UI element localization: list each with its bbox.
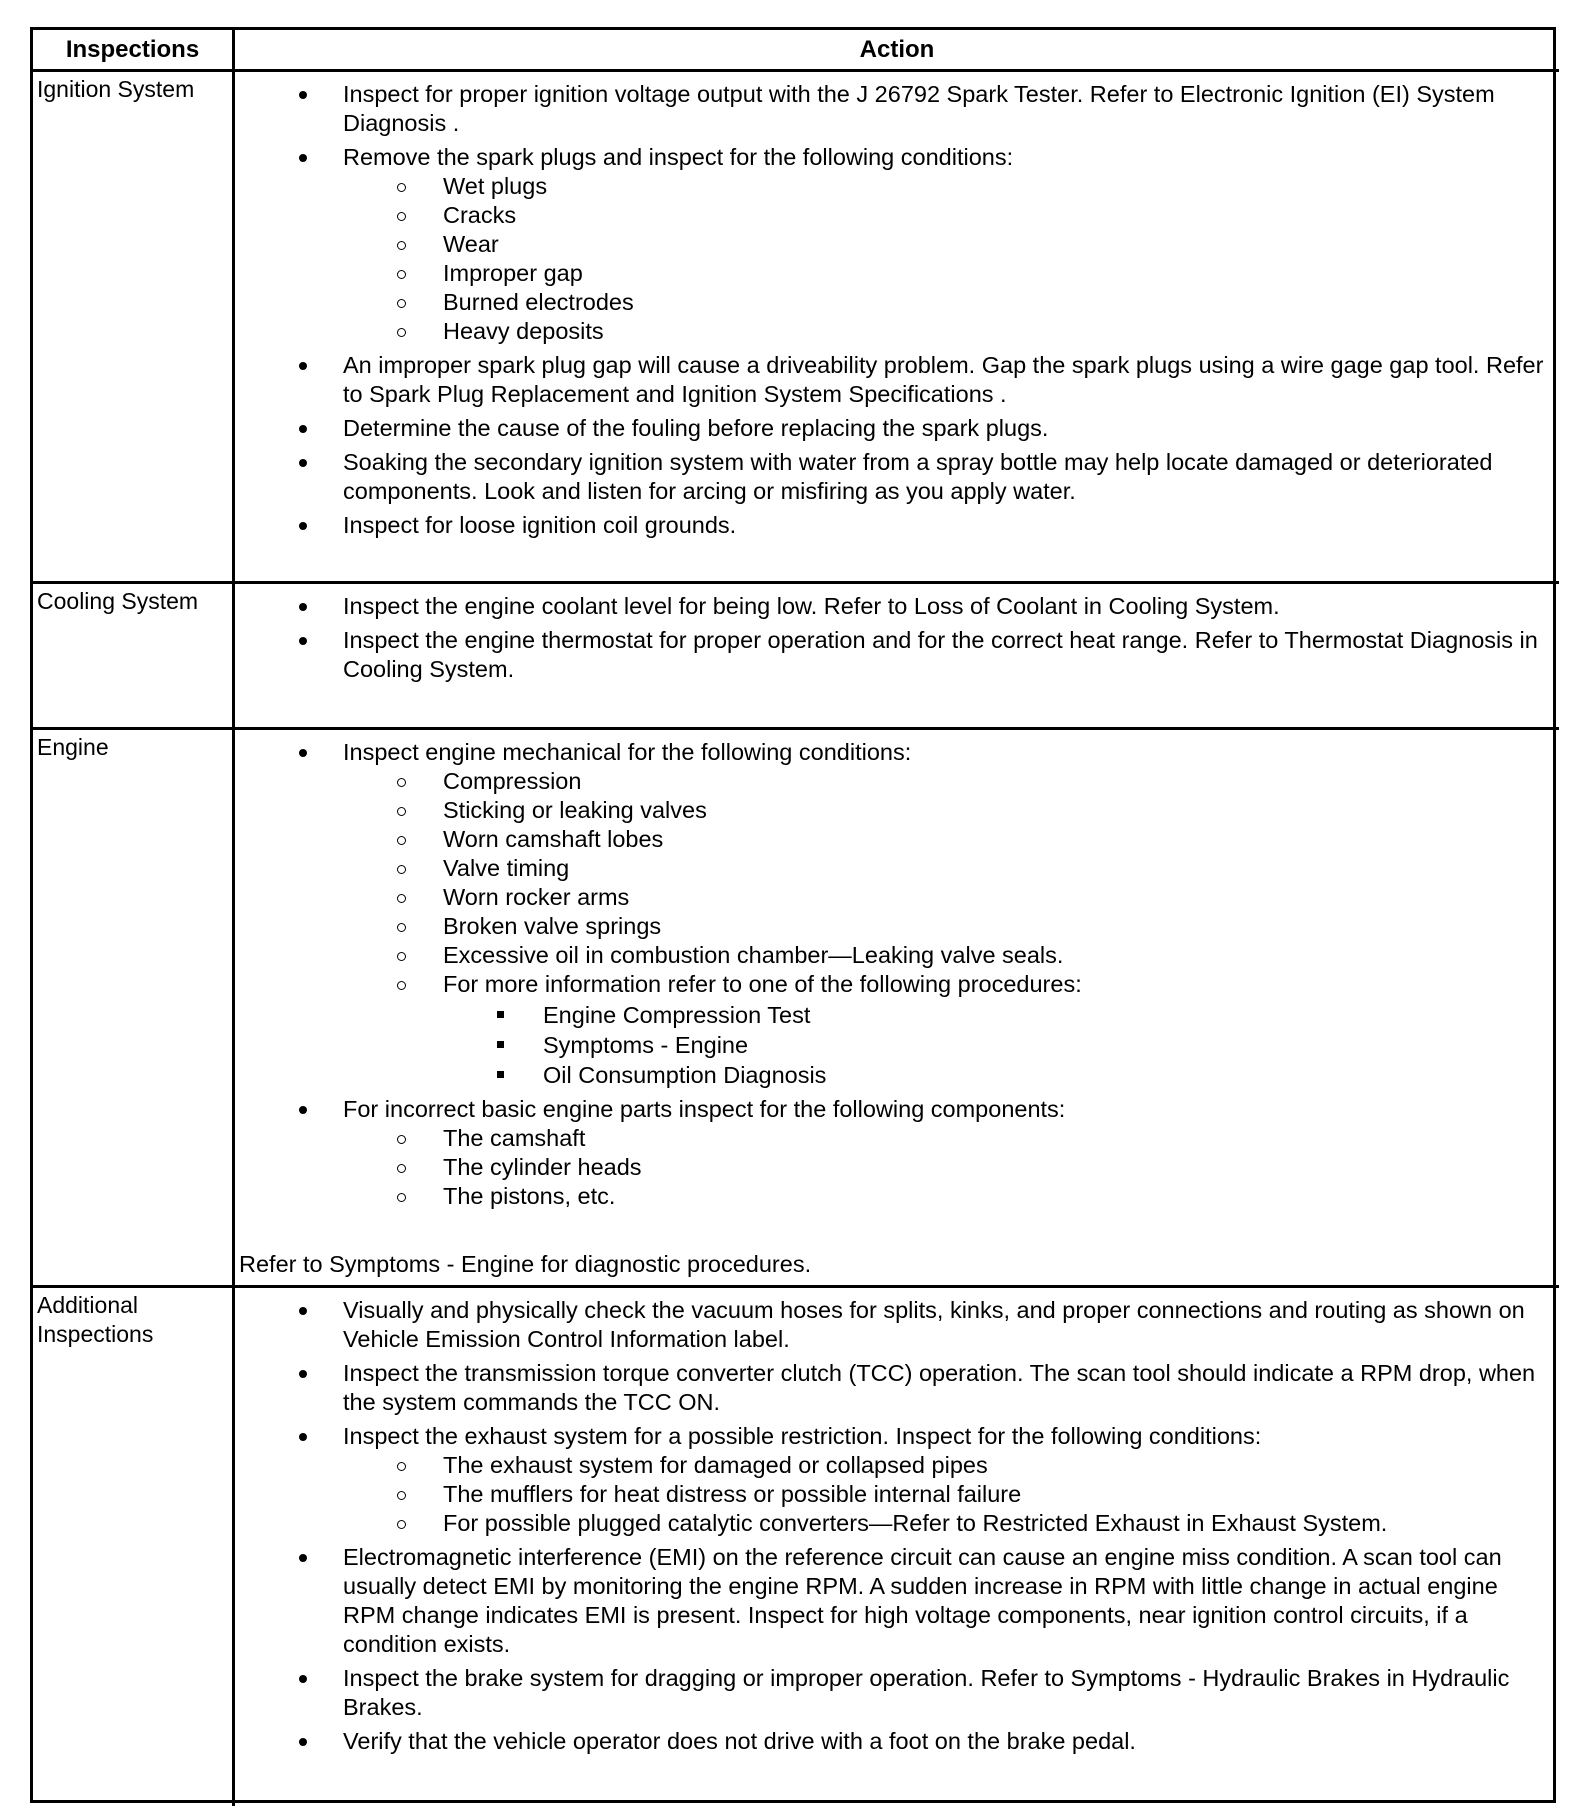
item-text: Inspect engine mechanical for the following conditions:: [343, 739, 912, 765]
bullet-icon: [299, 1307, 307, 1315]
item-text: Remove the spark plugs and inspect for the following conditions:: [343, 144, 1014, 170]
list-item: [239, 351, 1555, 409]
procedure-text: Symptoms - Engine: [543, 1032, 749, 1058]
engine-trailing-note: Refer to Symptoms - Engine for diagnostic procedures.: [239, 1251, 812, 1277]
list-item: [239, 511, 1555, 540]
sub-item-text: Sticking or leaking valves: [443, 797, 707, 823]
circle-bullet-icon: [397, 1193, 406, 1202]
sub-item-text: Cracks: [443, 202, 517, 228]
row-label-ignition-system: Ignition System: [33, 72, 235, 584]
item-text: Inspect the exhaust system for a possible restriction. Inspect for the following conditions:: [343, 1423, 1262, 1449]
item-text: Electromagnetic interference (EMI) on the reference circuit can cause an engine miss condition. A scan tool can usually detect EMI by monitoring the engine RPM. A sudden increase in RPM with little change in actual engine RPM change indicates EMI is present. Inspect for high voltage components, near ignition control circuits, if a condition exists.: [343, 1544, 1502, 1657]
circle-bullet-icon: [397, 981, 406, 990]
sub-list-item: [343, 970, 1555, 1090]
circle-bullet-icon: [397, 1164, 406, 1173]
sub-list-item: [343, 230, 1555, 259]
row-label-engine: Engine: [33, 730, 235, 1288]
bullet-list: [239, 1296, 1555, 1756]
item-text: Inspect the engine thermostat for proper operation and for the correct heat range. Refer to Thermostat Diagnosis in Cooling System.: [343, 627, 1538, 682]
bullet-icon: [299, 1106, 307, 1114]
bullet-icon: [299, 522, 307, 530]
header-inspections: Inspections: [33, 30, 235, 72]
sub-list: [343, 1124, 1555, 1211]
sub-item-text: Compression: [443, 768, 582, 794]
sub-list-item: [343, 1153, 1555, 1182]
square-bullet-icon: [497, 1011, 504, 1018]
sub-list-item: [343, 1182, 1555, 1211]
list-item: [239, 592, 1555, 621]
list-item: [239, 1296, 1555, 1354]
circle-bullet-icon: [397, 1135, 406, 1144]
item-text: Visually and physically check the vacuum hoses for splits, kinks, and proper connections and routing as shown on Vehicle Emission Control Information label.: [343, 1297, 1525, 1352]
sub-list-item: [343, 1124, 1555, 1153]
bullet-icon: [299, 459, 307, 467]
sub-item-text: Improper gap: [443, 260, 583, 286]
sub-item-text: The exhaust system for damaged or collapsed pipes: [443, 1452, 988, 1478]
circle-bullet-icon: [397, 1491, 406, 1500]
sub-sub-list-item: [443, 1030, 1555, 1060]
bullet-icon: [299, 1554, 307, 1562]
item-text: Inspect the engine coolant level for being low. Refer to Loss of Coolant in Cooling System.: [343, 593, 1280, 619]
procedure-text: Oil Consumption Diagnosis: [543, 1062, 827, 1088]
circle-bullet-icon: [397, 865, 406, 874]
item-text: Soaking the secondary ignition system with water from a spray bottle may help locate damaged or deteriorated components. Look and listen for arcing or misfiring as you apply water.: [343, 449, 1493, 504]
sub-item-text: The camshaft: [443, 1125, 586, 1151]
row-action-engine: [235, 730, 1559, 1288]
square-bullet-icon: [497, 1041, 504, 1048]
circle-bullet-icon: [397, 1520, 406, 1529]
circle-bullet-icon: [397, 299, 406, 308]
item-text: Inspect for proper ignition voltage output with the J 26792 Spark Tester. Refer to Electronic Ignition (EI) System Diagnosis .: [343, 81, 1495, 136]
circle-bullet-icon: [397, 212, 406, 221]
circle-bullet-icon: [397, 270, 406, 279]
bullet-icon: [299, 603, 307, 611]
list-item: [239, 80, 1555, 138]
sub-list-item: [343, 317, 1555, 346]
inspections-table: [30, 27, 1556, 1803]
sub-sub-list-item: [443, 1000, 1555, 1030]
list-item: [239, 626, 1555, 684]
sub-item-text: The cylinder heads: [443, 1154, 642, 1180]
sub-list-item: [343, 259, 1555, 288]
list-item: [239, 738, 1555, 1090]
bullet-icon: [299, 425, 307, 433]
bullet-icon: [299, 362, 307, 370]
header-action: Action: [235, 30, 1559, 72]
row-action-ignition-system: [235, 72, 1559, 584]
sub-item-text: Excessive oil in combustion chamber—Leaking valve seals.: [443, 942, 1064, 968]
bullet-icon: [299, 1433, 307, 1441]
list-item: [239, 448, 1555, 506]
sub-list-item: [343, 1480, 1555, 1509]
sub-sub-list: [443, 1000, 1555, 1090]
list-item: [239, 1095, 1555, 1211]
circle-bullet-icon: [397, 1462, 406, 1471]
row-label-additional-inspections: Additional Inspections: [33, 1288, 235, 1806]
sub-item-text: The pistons, etc.: [443, 1183, 616, 1209]
sub-list: [343, 767, 1555, 1090]
circle-bullet-icon: [397, 778, 406, 787]
list-item: [239, 1727, 1555, 1756]
bullet-icon: [299, 91, 307, 99]
sub-item-text: For possible plugged catalytic converters—Refer to Restricted Exhaust in Exhaust System.: [443, 1510, 1388, 1536]
square-bullet-icon: [497, 1071, 504, 1078]
item-text: Verify that the vehicle operator does not drive with a foot on the brake pedal.: [343, 1728, 1136, 1754]
sub-list-item: [343, 854, 1555, 883]
list-item: [239, 1359, 1555, 1417]
sub-list-item: [343, 912, 1555, 941]
bullet-icon: [299, 749, 307, 757]
sub-sub-list-item: [443, 1060, 1555, 1090]
circle-bullet-icon: [397, 923, 406, 932]
bullet-icon: [299, 637, 307, 645]
sub-item-text: Heavy deposits: [443, 318, 604, 344]
sub-list-item: [343, 1451, 1555, 1480]
sub-list: [343, 172, 1555, 346]
sub-list-item: [343, 201, 1555, 230]
item-text: An improper spark plug gap will cause a driveability problem. Gap the spark plugs using a wire gage gap tool. Refer to Spark Plug Replacement and Ignition System Specifications .: [343, 352, 1544, 407]
sub-list-item: [343, 172, 1555, 201]
circle-bullet-icon: [397, 894, 406, 903]
sub-item-text: Worn rocker arms: [443, 884, 630, 910]
sub-list-item: [343, 1509, 1555, 1538]
sub-list-item: [343, 883, 1555, 912]
circle-bullet-icon: [397, 183, 406, 192]
circle-bullet-icon: [397, 807, 406, 816]
list-item: [239, 1422, 1555, 1538]
sub-list-item: [343, 288, 1555, 317]
sub-list: [343, 1451, 1555, 1538]
sub-item-text: For more information refer to one of the following procedures:: [443, 971, 1082, 997]
row-label-cooling-system: Cooling System: [33, 584, 235, 730]
sub-item-text: Wear: [443, 231, 499, 257]
circle-bullet-icon: [397, 328, 406, 337]
sub-item-text: Wet plugs: [443, 173, 548, 199]
row-action-additional-inspections: [235, 1288, 1559, 1806]
sub-list-item: [343, 767, 1555, 796]
item-text: Inspect for loose ignition coil grounds.: [343, 512, 737, 538]
circle-bullet-icon: [397, 836, 406, 845]
sub-item-text: Burned electrodes: [443, 289, 634, 315]
bullet-list: [239, 738, 1555, 1211]
bullet-icon: [299, 1738, 307, 1746]
bullet-icon: [299, 1675, 307, 1683]
bullet-icon: [299, 154, 307, 162]
sub-item-text: Broken valve springs: [443, 913, 662, 939]
sub-list-item: [343, 825, 1555, 854]
bullet-list: [239, 592, 1555, 684]
list-item: [239, 1543, 1555, 1659]
list-item: [239, 414, 1555, 443]
bullet-icon: [299, 1370, 307, 1378]
bullet-list: [239, 80, 1555, 540]
sub-list-item: [343, 796, 1555, 825]
list-item: [239, 143, 1555, 346]
sub-item-text: Worn camshaft lobes: [443, 826, 664, 852]
procedure-text: Engine Compression Test: [543, 1002, 811, 1028]
item-text: Inspect the brake system for dragging or improper operation. Refer to Symptoms - Hydraulic Brakes in Hydraulic Brakes.: [343, 1665, 1510, 1720]
row-action-cooling-system: [235, 584, 1559, 730]
item-text: For incorrect basic engine parts inspect for the following components:: [343, 1096, 1066, 1122]
item-text: Inspect the transmission torque converter clutch (TCC) operation. The scan tool should indicate a RPM drop, when the system commands the TCC ON.: [343, 1360, 1536, 1415]
sub-item-text: Valve timing: [443, 855, 570, 881]
sub-list-item: [343, 941, 1555, 970]
sub-item-text: The mufflers for heat distress or possible internal failure: [443, 1481, 1022, 1507]
circle-bullet-icon: [397, 241, 406, 250]
circle-bullet-icon: [397, 952, 406, 961]
item-text: Determine the cause of the fouling before replacing the spark plugs.: [343, 415, 1049, 441]
list-item: [239, 1664, 1555, 1722]
